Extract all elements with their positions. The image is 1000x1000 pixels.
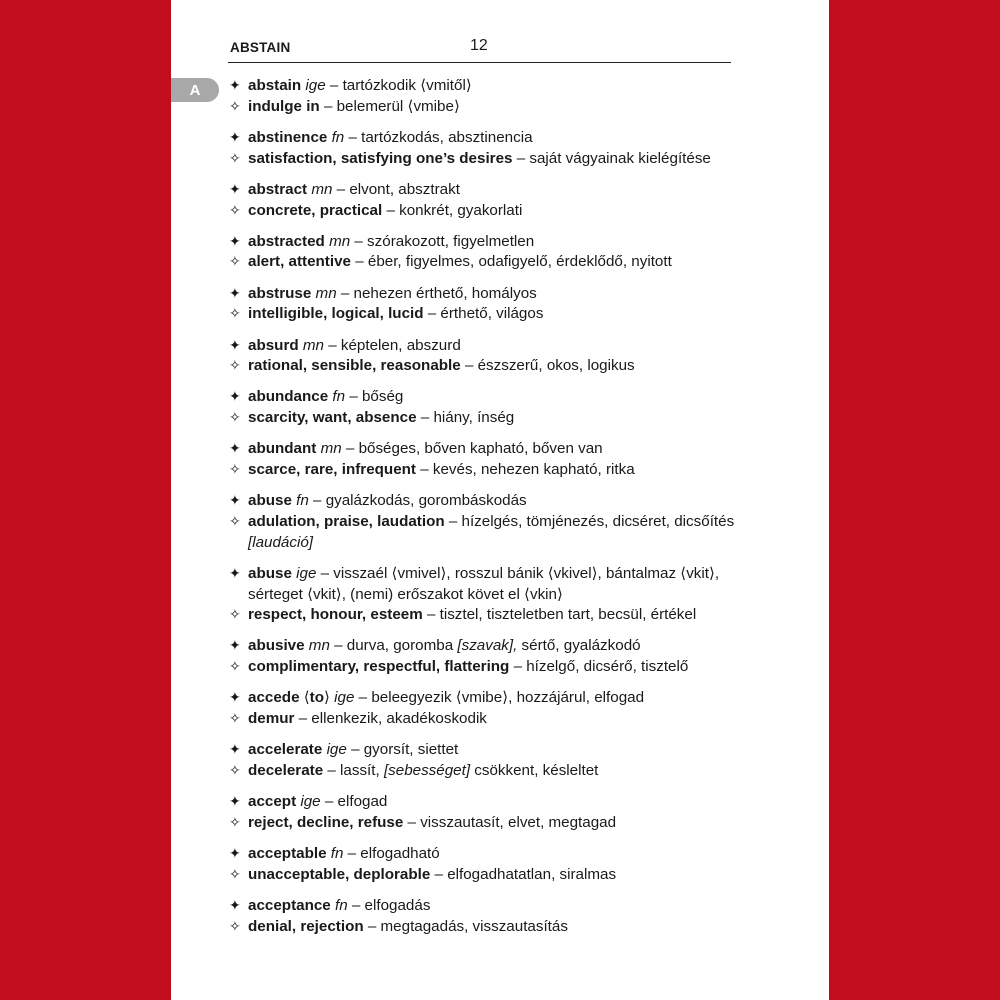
dictionary-entry <box>229 564 737 626</box>
definition: – durva, goromba <box>329 637 458 655</box>
dictionary-entry <box>229 336 737 377</box>
part-of-speech: mn <box>315 284 337 302</box>
antonym-definition: – konkrét, gyakorlati <box>382 201 523 219</box>
headword-star-icon: ✦ <box>229 565 241 582</box>
headword-star-icon: ✦ <box>229 233 241 250</box>
page-header <box>228 36 731 63</box>
antonym-line <box>229 201 737 222</box>
headword-line <box>229 128 737 149</box>
definition: – nehezen érthető, homályos <box>336 284 537 302</box>
headword: acceptable <box>248 845 327 863</box>
definition: – visszaél ⟨vmivel⟩, rosszul bánik ⟨vkivel⟩, bántalmaz ⟨vkit⟩, sérteget ⟨vkit⟩, (nemi) erőszakot követ el ⟨vkin⟩ <box>248 564 720 603</box>
definition: – elfogadás <box>347 897 431 914</box>
headword-bracket-close: ⟩ <box>324 689 335 707</box>
headword-star-icon: ✦ <box>229 493 241 510</box>
antonym-definition: – hízelgő, dicsérő, tisztelő <box>509 658 689 676</box>
definition: – szórakozott, figyelmetlen <box>350 232 535 250</box>
letter-tab: A <box>171 78 219 102</box>
headword-line <box>229 76 737 97</box>
headword-line <box>229 180 737 201</box>
headword-star-icon: ✦ <box>229 78 241 94</box>
antonym-line <box>229 252 737 273</box>
antonym-star-icon: ✧ <box>229 150 241 167</box>
antonym: alert, attentive <box>248 253 351 271</box>
antonym-definition: – saját vágyainak kielégítése <box>512 149 711 167</box>
part-of-speech: ige <box>326 741 347 759</box>
antonym: indulge in <box>248 97 320 115</box>
dictionary-entry <box>229 740 737 781</box>
page-number: 12 <box>470 37 488 54</box>
definition: – gyalázkodás, gorombáskodás <box>308 492 527 510</box>
antonym-line <box>229 149 737 170</box>
headword: abuse <box>248 492 292 510</box>
antonym-star-icon: ✧ <box>229 98 241 115</box>
antonym-line <box>229 709 737 730</box>
definition: – bőség <box>345 388 404 406</box>
headword-line <box>229 336 737 357</box>
antonym: adulation, praise, laudation <box>248 512 445 530</box>
headword-line <box>229 232 737 253</box>
antonym-definition: – kevés, nehezen kapható, ritka <box>415 461 635 479</box>
dictionary-entry <box>229 232 737 273</box>
headword: abusive <box>248 637 305 655</box>
antonym: demur <box>248 710 295 728</box>
headword-star-icon: ✦ <box>229 638 241 655</box>
antonym-star-icon: ✧ <box>229 306 241 323</box>
headword-line <box>229 740 737 761</box>
headword-star-icon: ✦ <box>229 181 241 198</box>
dictionary-entry <box>229 688 737 729</box>
antonym: intelligible, logical, lucid <box>248 305 424 323</box>
running-head: ABSTAIN <box>230 40 291 55</box>
part-of-speech: fn <box>334 897 348 914</box>
dictionary-entry <box>229 491 737 553</box>
antonym-definition: – belemerül ⟨vmibe⟩ <box>319 97 460 115</box>
headword: abstain <box>248 77 302 94</box>
definition: – beleegyezik ⟨vmibe⟩, hozzájárul, elfogad <box>354 689 645 707</box>
dictionary-entry <box>229 439 737 480</box>
antonym-definition: – észszerű, okos, logikus <box>460 357 635 375</box>
headword-line <box>229 792 737 813</box>
antonym-line <box>229 657 737 678</box>
antonym-star-icon: ✧ <box>229 410 241 427</box>
part-of-speech: fn <box>296 492 309 510</box>
part-of-speech: fn <box>331 128 345 146</box>
headword-star-icon: ✦ <box>229 794 241 811</box>
antonym: complimentary, respectful, flattering <box>248 658 510 676</box>
definition-continued: sértő, gyalázkodó <box>517 637 641 655</box>
part-of-speech: ige <box>296 564 317 582</box>
dictionary-entry <box>229 387 737 428</box>
antonym: denial, rejection <box>248 917 364 935</box>
definition: – elfogad <box>320 793 388 811</box>
headword-line <box>229 688 737 709</box>
dictionary-entry <box>229 284 737 325</box>
antonym-definition: – tisztel, tiszteletben tart, becsül, értékel <box>422 606 697 624</box>
part-of-speech: ige <box>334 689 355 707</box>
headword-line <box>229 439 737 460</box>
antonym: scarce, rare, infrequent <box>248 461 416 479</box>
headword-line <box>229 896 737 917</box>
antonym: respect, honour, esteem <box>248 606 423 624</box>
dictionary-entry <box>229 792 737 833</box>
headword: accept <box>248 793 297 811</box>
antonym: decelerate <box>248 761 324 779</box>
antonym-star-icon: ✧ <box>229 358 241 375</box>
antonym-star-icon: ✧ <box>229 711 241 728</box>
headword: absurd <box>248 336 299 354</box>
antonym: unacceptable, deplorable <box>248 865 431 883</box>
headword-star-icon: ✦ <box>229 129 241 146</box>
dictionary-entry <box>229 180 737 221</box>
antonym-definition: – érthető, világos <box>423 305 544 323</box>
antonym-star-icon: ✧ <box>229 762 241 779</box>
dictionary-entry <box>229 844 737 885</box>
headword-line <box>229 387 737 408</box>
antonym-line <box>229 813 737 834</box>
headword-star-icon: ✦ <box>229 285 241 302</box>
headword-line <box>229 284 737 305</box>
antonym-definition: – hiány, ínség <box>416 409 515 427</box>
definition: – képtelen, abszurd <box>323 336 461 354</box>
headword-star-icon: ✦ <box>229 742 241 759</box>
part-of-speech: mn <box>308 637 330 655</box>
headword-preposition: to <box>309 689 325 707</box>
antonym-line <box>229 605 737 626</box>
antonym-definition: – lassít, <box>323 761 384 779</box>
antonym: concrete, practical <box>248 201 383 219</box>
definition: – elfogadható <box>343 845 440 863</box>
definition: – gyorsít, siettet <box>346 741 459 759</box>
dictionary-page <box>171 0 829 1000</box>
part-of-speech: fn <box>332 388 346 406</box>
antonym-star-icon: ✧ <box>229 254 241 271</box>
part-of-speech: ige <box>300 793 321 811</box>
antonym-line <box>229 761 737 782</box>
part-of-speech: mn <box>320 440 342 458</box>
headword-bracket-open: ⟨ <box>299 689 310 707</box>
part-of-speech: mn <box>302 336 324 354</box>
headword-star-icon: ✦ <box>229 389 241 406</box>
headword-star-icon: ✦ <box>229 441 241 458</box>
antonym-line <box>229 304 737 325</box>
antonym-usage-note: [sebességet] <box>383 761 471 779</box>
definition: – bőséges, bőven kapható, bőven van <box>341 440 603 458</box>
antonym-star-icon: ✧ <box>229 814 241 831</box>
headword: abstract <box>248 180 308 198</box>
headword: abstracted <box>248 232 325 250</box>
headword: abundance <box>248 388 329 406</box>
definition: – tartózkodás, absztinencia <box>344 128 533 146</box>
antonym-line <box>229 356 737 377</box>
antonym-star-icon: ✧ <box>229 513 241 530</box>
antonym-star-icon: ✧ <box>229 918 241 935</box>
dictionary-entry <box>229 76 737 117</box>
headword-star-icon: ✦ <box>229 898 241 914</box>
headword: abstruse <box>248 284 312 302</box>
antonym-usage-note: [laudáció] <box>248 533 314 551</box>
dictionary-entry <box>229 896 737 937</box>
antonym-definition: – ellenkezik, akadékoskodik <box>294 710 487 728</box>
headword-star-icon: ✦ <box>229 337 241 354</box>
headword: abstinence <box>248 128 328 146</box>
antonym-star-icon: ✧ <box>229 202 241 219</box>
headword: acceptance <box>248 897 331 914</box>
antonym: rational, sensible, reasonable <box>248 357 461 375</box>
part-of-speech: fn <box>330 845 344 863</box>
usage-note: [szavak], <box>457 637 518 655</box>
dictionary-entry <box>229 128 737 169</box>
antonym-definition: – megtagadás, visszautasítás <box>363 917 568 935</box>
antonym-definition: – éber, figyelmes, odafigyelő, érdeklődő, nyitott <box>350 253 672 271</box>
antonym-line <box>229 408 737 429</box>
antonym-definition: – visszautasít, elvet, megtagad <box>403 813 617 831</box>
antonym-definition: – hízelgés, tömjénezés, dicséret, dicsőítés <box>444 512 735 530</box>
antonym: scarcity, want, absence <box>248 409 417 427</box>
antonym-line <box>229 865 737 886</box>
antonym-line <box>229 460 737 481</box>
part-of-speech: mn <box>311 180 333 198</box>
antonym: satisfaction, satisfying one’s desires <box>248 149 513 167</box>
antonym-line <box>229 917 737 938</box>
headword-line <box>229 844 737 865</box>
headword-line <box>229 636 737 657</box>
headword-star-icon: ✦ <box>229 846 241 863</box>
antonym-star-icon: ✧ <box>229 607 241 624</box>
antonym-line <box>229 97 737 118</box>
headword-line <box>229 491 737 512</box>
antonym-definition-continued: csökkent, késleltet <box>470 761 599 779</box>
headword-line <box>229 564 737 605</box>
part-of-speech: mn <box>329 232 351 250</box>
part-of-speech: ige <box>305 77 326 94</box>
antonym-star-icon: ✧ <box>229 866 241 883</box>
headword: abundant <box>248 440 317 458</box>
antonym-definition: – elfogadhatatlan, siralmas <box>430 865 617 883</box>
headword: accede <box>248 689 300 707</box>
entry-list <box>229 76 737 948</box>
headword-star-icon: ✦ <box>229 690 241 707</box>
antonym-star-icon: ✧ <box>229 659 241 676</box>
headword: abuse <box>248 564 292 582</box>
antonym-star-icon: ✧ <box>229 462 241 479</box>
headword: accelerate <box>248 741 323 759</box>
antonym: reject, decline, refuse <box>248 813 404 831</box>
dictionary-entry <box>229 636 737 677</box>
antonym-line <box>229 512 737 553</box>
definition: – tartózkodik ⟨vmitől⟩ <box>325 77 472 94</box>
definition: – elvont, absztrakt <box>332 180 460 198</box>
